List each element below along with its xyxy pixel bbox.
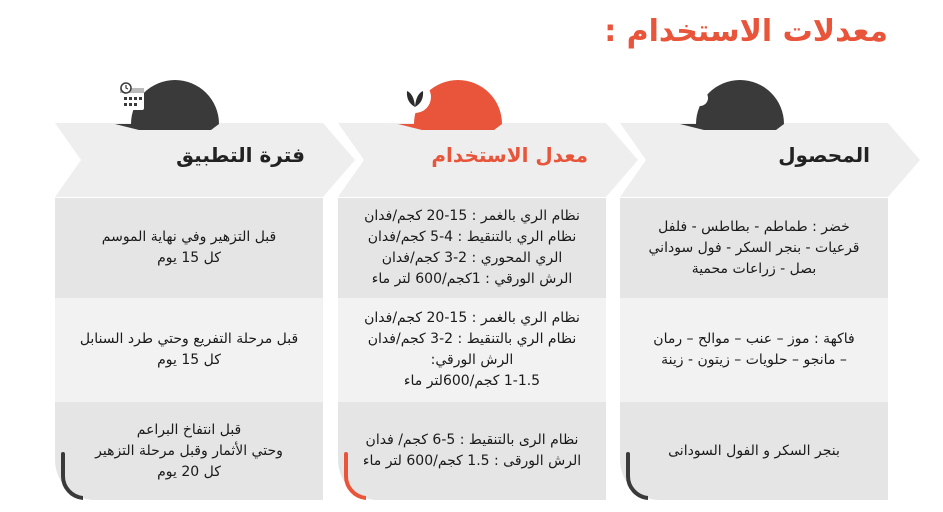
crop-1-line-1: خضر : طماطم - بطاطس - فلفل [658, 218, 850, 235]
rate-1-line-3: الري المحوري : 2-3 كجم/فدان [381, 250, 563, 266]
rate-cell-2 [338, 298, 606, 402]
period-1-line-1: قبل التزهير وفي نهاية الموسم [101, 229, 277, 245]
rate-cell-3 [338, 402, 606, 500]
rate-header-label: معدل الاستخدام [431, 143, 588, 167]
rate-3-line-1: نظام الرى بالتنقيط : 5-6 كجم/ فدان [365, 432, 579, 448]
page-title: معدلات الاستخدام : [604, 14, 888, 49]
crop-cell-1 [620, 198, 888, 298]
rate-icon-badge [398, 80, 518, 150]
crop-cell-2 [620, 298, 888, 402]
period-3-line-3: كل 20 يوم [157, 463, 221, 480]
rate-3-line-2: الرش الورقى : 1.5 كجم/600 لتر ماء [362, 453, 582, 469]
crop-2-line-1: فاكهة : موز – عنب – موالح – رمان [653, 331, 855, 347]
crop-2-line-2: – مانجو – حلويات – زيتون - زينة [661, 352, 847, 368]
period-cell-1 [55, 198, 323, 298]
rate-column [338, 80, 606, 500]
corner-arc-decoration [342, 452, 366, 502]
rate-cell-1 [338, 198, 606, 298]
period-2-line-1: قبل مرحلة التفريع وحتي طرد السنابل [79, 331, 299, 347]
crop-cell-3 [620, 402, 888, 500]
corner-arc-decoration [624, 452, 648, 502]
period-header-label: فترة التطبيق [176, 143, 305, 167]
crop-column [620, 80, 888, 500]
rate-2-line-4: 1-1.5 كجم/600لتر ماء [403, 373, 541, 389]
period-cell-2 [55, 298, 323, 402]
period-3-line-2: وحتي الأثمار وقبل مرحلة التزهير [95, 442, 283, 459]
period-column [55, 80, 323, 500]
fruit-basket-icon [680, 80, 714, 114]
leaves-icon [398, 80, 432, 114]
corner-arc-decoration [59, 452, 83, 502]
crop-icon-badge [680, 80, 800, 150]
calendar-clock-icon [115, 80, 149, 114]
period-3-line-1: قبل انتفاخ البراعم [136, 421, 242, 438]
period-icon-badge [115, 80, 235, 150]
rate-2-line-2: نظام الري بالتنقيط : 2-3 كجم/فدان [367, 331, 577, 347]
crop-1-line-2: قرعيات - بنجر السكر - فول سوداني [648, 239, 860, 256]
crop-1-line-3: بصل - زراعات محمية [691, 260, 817, 277]
rate-1-line-2: نظام الري بالتنقيط : 4-5 كجم/فدان [367, 229, 577, 245]
crop-3-line-1: بنجر السكر و الفول السودانى [668, 442, 840, 459]
rate-1-line-1: نظام الري بالغمر : 15-20 كجم/فدان [364, 208, 580, 224]
rate-2-line-3: الرش الورقي: [430, 352, 514, 368]
rate-1-line-4: الرش الورقي : 1كجم/600 لتر ماء [371, 271, 573, 287]
period-1-line-2: كل 15 يوم [157, 250, 221, 266]
rate-2-line-1: نظام الري بالغمر : 15-20 كجم/فدان [364, 310, 580, 326]
period-cell-3 [55, 402, 323, 500]
crop-header-label: المحصول [778, 143, 870, 167]
period-2-line-2: كل 15 يوم [157, 352, 221, 368]
